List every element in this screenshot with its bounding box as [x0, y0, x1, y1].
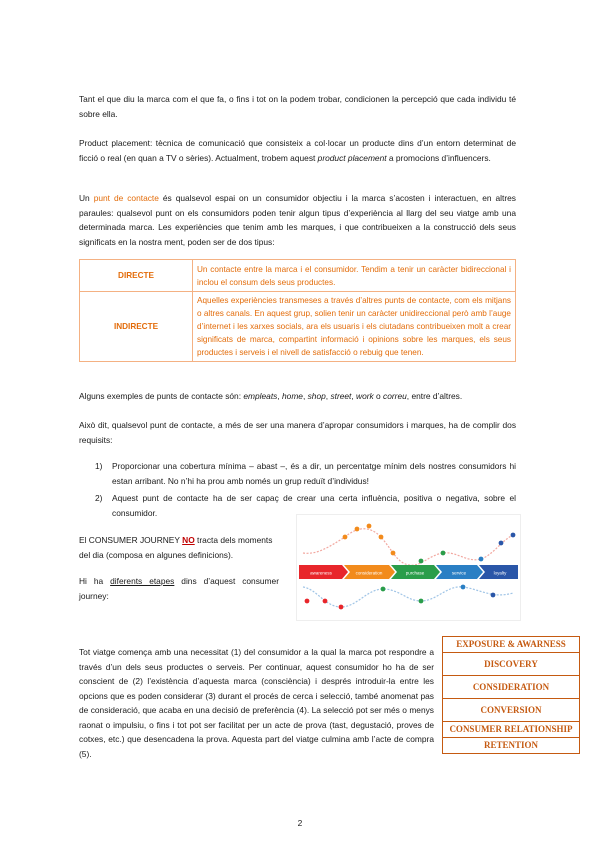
touchpoint-dot — [381, 587, 386, 592]
paragraph-stages-intro — [79, 574, 279, 603]
contact-point-highlight: punt de contacte — [93, 193, 159, 203]
touchpoint-dot — [379, 535, 384, 540]
touchpoint-dot — [323, 599, 328, 604]
example-emphasis: street — [330, 391, 352, 401]
stage-cell: DISCOVERY — [443, 653, 580, 676]
text-span: Product placement: tècnica de comunicació que consisteix a col·locar un producte dins d’un entorn determinat de ficció o real (en quan a TV o sèries). Actualment, trobem aquest — [79, 138, 516, 163]
list-item-text: Proporcionar una cobertura mínima – abast –, és a dir, un percentatge mínim dels nostres consumidors hi estan arribant. No n’hi ha prou amb només un grup reduït d’individus! — [112, 461, 516, 486]
table-row — [80, 292, 516, 362]
page-number: 2 — [297, 818, 303, 828]
text-span: , — [302, 391, 308, 401]
stage-label-purchase: purchase — [405, 570, 425, 576]
example-emphasis: correu — [383, 391, 407, 401]
paragraph-journey-intro — [79, 533, 279, 562]
text-span: o — [373, 391, 384, 401]
paragraph-brand-perception: Tant el que diu la marca com el que fa, o fins i tot on la podem trobar, condicionen la percepció que cada individu té sobre ella. — [79, 94, 516, 119]
stage-label-service: service — [451, 570, 467, 576]
paragraph-contact-point — [79, 191, 516, 249]
touchpoint-dot — [491, 593, 496, 598]
paragraph-contact-examples — [79, 389, 516, 404]
touchpoint-dot — [305, 599, 310, 604]
list-item — [79, 459, 516, 488]
consumer-journey-diagram — [296, 514, 521, 621]
list-item-text: Aquest punt de contacte ha de ser capaç de crear una certa influència, positiva o negativa, sobre el consumidor. — [112, 493, 516, 518]
table-row — [80, 260, 516, 292]
example-emphasis: home — [282, 391, 303, 401]
text-span: , — [325, 391, 331, 401]
paragraph-journey-description: Tot viatge comença amb una necessitat (1) del consumidor a la qual la marca pot respondre a través d’un dels seus productes o serveis. Per continuar, aquest consumidor ho ha de ser conscient de (2) l’existència d’aquesta marca (consciència) i després introduir-la entre les opcions que es poden considerar (3) durant el procés de cerca i selecció, també anomenat pas de consideració, que acaba en una decisió de preferència (4). La selecció pot ser més o menys raonat o impulsiu, o fins i tot pot ser facilitat per un acte de prova (tast, degustació, proves de cotxes, etc.) que desencadena la prova. Aquesta part del viatge culmina amb l’acte de compra (5). — [79, 647, 434, 759]
touchpoint-dot — [461, 585, 466, 590]
table-row — [443, 676, 580, 699]
touchpoint-dot — [499, 541, 504, 546]
table-row — [443, 699, 580, 722]
paragraph-product-placement — [79, 136, 516, 165]
list-number: 2) — [95, 493, 103, 503]
text-span: El CONSUMER JOURNEY — [79, 535, 183, 545]
table-row — [443, 637, 580, 653]
table-row — [443, 653, 580, 676]
journey-path-lower — [303, 587, 513, 607]
table-label-cell: INDIRECTE — [80, 292, 193, 362]
text-span: és qualsevol espai on un consumidor objectiu i la marca s’acosten i interactuen, en altres paraules: qualsevol punt on els consumidors poden tenir algun tipus d’experiència al llarg del seu viatge amb una determinada marca. Les experiències que tenim amb les marques, i que contribueixen a la construcció dels seus significats en la nostra ment, poden ser de dos tipus: — [79, 193, 516, 247]
journey-graphic — [297, 515, 520, 620]
touchpoint-dot — [419, 559, 424, 564]
paragraph-requirements-intro: Això dit, qualsevol punt de contacte, a més de ser una manera d’apropar consumidors i marques, ha de complir dos requisits: — [79, 420, 516, 445]
touchpoint-dot — [441, 551, 446, 556]
touchpoint-dot — [339, 605, 344, 610]
text-span: Un — [79, 193, 94, 203]
example-emphasis: work — [356, 391, 374, 401]
list-number: 1) — [95, 461, 103, 471]
contact-types-table — [79, 259, 516, 362]
product-placement-emphasis: product placement — [317, 152, 387, 163]
example-emphasis: shop — [307, 391, 326, 401]
table-row — [443, 722, 580, 738]
stage-label-awareness: awareness — [310, 570, 332, 576]
stages-underline: diferents etapes — [110, 576, 175, 586]
table-text-cell: Aquelles experiències transmeses a través d’altres punts de contacte, com els mitjans o altres canals. En aquest grup, solien tenir un caràcter unidireccional però amb l’auge d’internet i les xarxes socials, ara els usuaris i els ciutadans contribueixen molt a crear significats de marca, compartint informació i opinions sobre les marques, els seus productes i serveis i el nivell de satisfacció o rebuig que tenen. — [193, 292, 516, 362]
example-emphasis: empleats — [243, 391, 278, 401]
stage-label-consideration: consideration — [355, 570, 383, 576]
text-span: , — [351, 391, 357, 401]
touchpoint-dot — [391, 551, 396, 556]
stage-cell: CONSUMER RELATIONSHIP — [443, 722, 580, 738]
stage-cell: RETENTION — [443, 738, 580, 754]
text-span: tracta dels moments del dia (composa en algunes definicions). — [79, 535, 273, 560]
stage-label-loyalty: loyalty — [493, 570, 507, 576]
journey-stages-table — [442, 636, 580, 754]
text-span: , entre d’altres. — [406, 391, 463, 401]
touchpoint-dot — [343, 535, 348, 540]
table-text-cell: Un contacte entre la marca i el consumidor. Tendim a tenir un caràcter bidireccional i inclou el consum dels seus productes. — [193, 260, 516, 292]
no-emphasis: NO — [182, 535, 195, 545]
table-label-cell: DIRECTE — [80, 260, 193, 292]
text-span: a promocions d’influencers. — [386, 152, 491, 163]
touchpoint-dot — [419, 599, 424, 604]
touchpoint-dot — [479, 557, 484, 562]
touchpoint-dot — [511, 533, 516, 538]
stage-cell: EXPOSURE & AWARNESS — [443, 637, 580, 653]
text-span: Alguns exemples de punts de contacte són: — [79, 391, 244, 401]
table-row — [443, 738, 580, 754]
stage-cell: CONVERSION — [443, 699, 580, 722]
touchpoint-dot — [355, 527, 360, 532]
text-span: , — [277, 391, 282, 401]
stage-cell: CONSIDERATION — [443, 676, 580, 699]
text-span: dins d’aquest consumer journey: — [79, 576, 279, 601]
text-span: Hi ha — [79, 576, 111, 586]
touchpoint-dot — [367, 524, 372, 529]
